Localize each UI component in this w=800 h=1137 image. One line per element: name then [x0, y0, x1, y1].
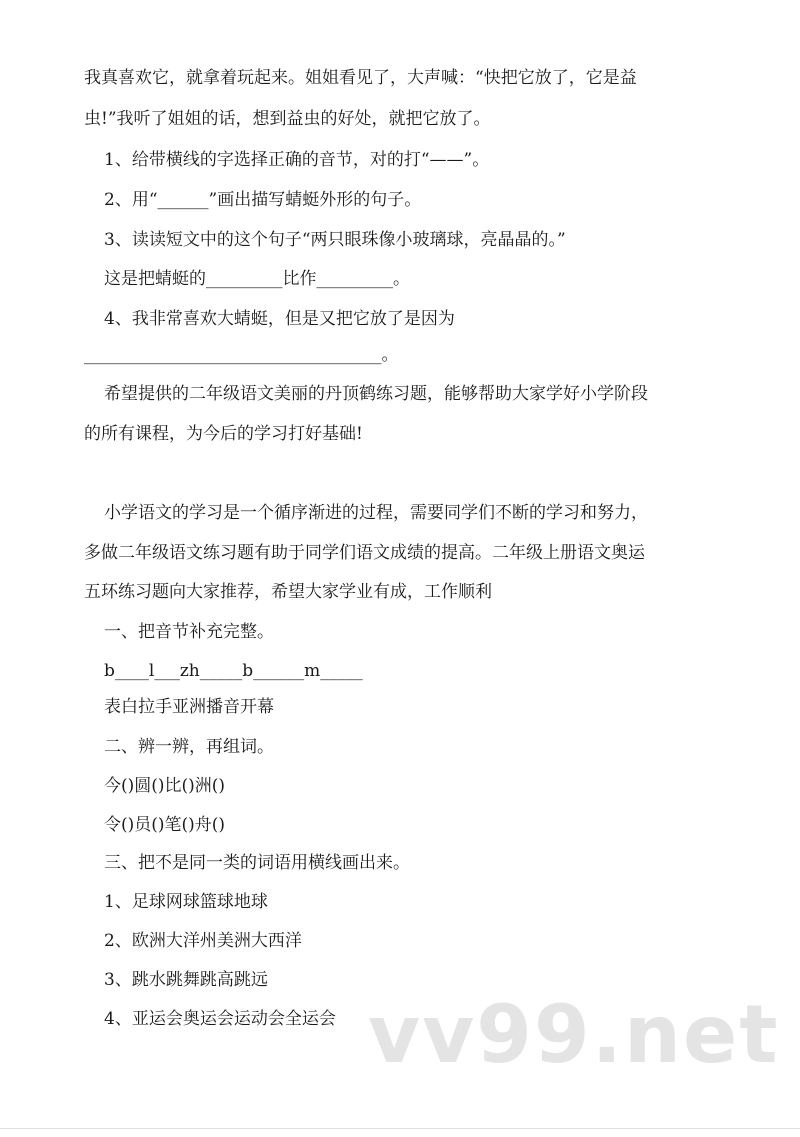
text-line: 我真喜欢它，就拿着玩起来。姐姐看见了，大声喊：“快把它放了，它是益 [84, 68, 637, 88]
text-line: 的所有课程，为今后的学习打好基础! [84, 424, 363, 444]
text-line: 令()员()笔()舟() [104, 815, 226, 835]
text-line: 五环练习题向大家推荐，希望大家学业有成，工作顺利 [84, 582, 492, 602]
list-item: 3、跳水跳舞跳高跳远 [104, 970, 268, 990]
list-item: 4、亚运会奥运会运动会全运会 [104, 1009, 336, 1029]
question-1: 1、给带横线的字选择正确的音节，对的打“——”。 [104, 150, 490, 170]
site-watermark: vv99.net [368, 988, 780, 1081]
question-3: 3、读读短文中的这个句子“两只眼珠像小玻璃球，亮晶晶的。” [104, 230, 566, 250]
list-item: 1、足球网球篮球地球 [104, 892, 268, 912]
text-line: 虫!”我听了姐姐的话，想到益虫的好处，就把它放了。 [84, 109, 491, 129]
section-heading: 二、辨一辨，再组词。 [104, 737, 274, 757]
text-line: 多做二年级语文练习题有助于同学们语文成绩的提高。二年级上册语文奥运 [84, 543, 645, 563]
list-item: 2、欧洲大洋州美洲大西洋 [104, 931, 302, 951]
section-heading: 三、把不是同一类的词语用横线画出来。 [104, 853, 410, 873]
text-line: 希望提供的二年级语文美丽的丹顶鹤练习题，能够帮助大家学好小学阶段 [104, 384, 648, 404]
question-4: 4、我非常喜欢大蜻蜓，但是又把它放了是因为 [104, 309, 455, 329]
text-line: 表白拉手亚洲播音开幕 [104, 697, 274, 717]
question-2: 2、用“______”画出描写蜻蜓外形的句子。 [104, 190, 422, 210]
answer-blank: ___________________________________。 [84, 345, 399, 365]
text-line: 今()圆()比()洲() [104, 776, 226, 796]
pinyin-blanks: b____l___zh_____b______m_____ [104, 661, 363, 681]
page-bottom-divider [0, 1128, 800, 1129]
text-line: 这是把蜻蜓的_________比作_________。 [104, 269, 410, 289]
section-heading: 一、把音节补充完整。 [104, 622, 274, 642]
text-line: 小学语文的学习是一个循序渐进的过程，需要同学们不断的学习和努力， [104, 503, 648, 523]
